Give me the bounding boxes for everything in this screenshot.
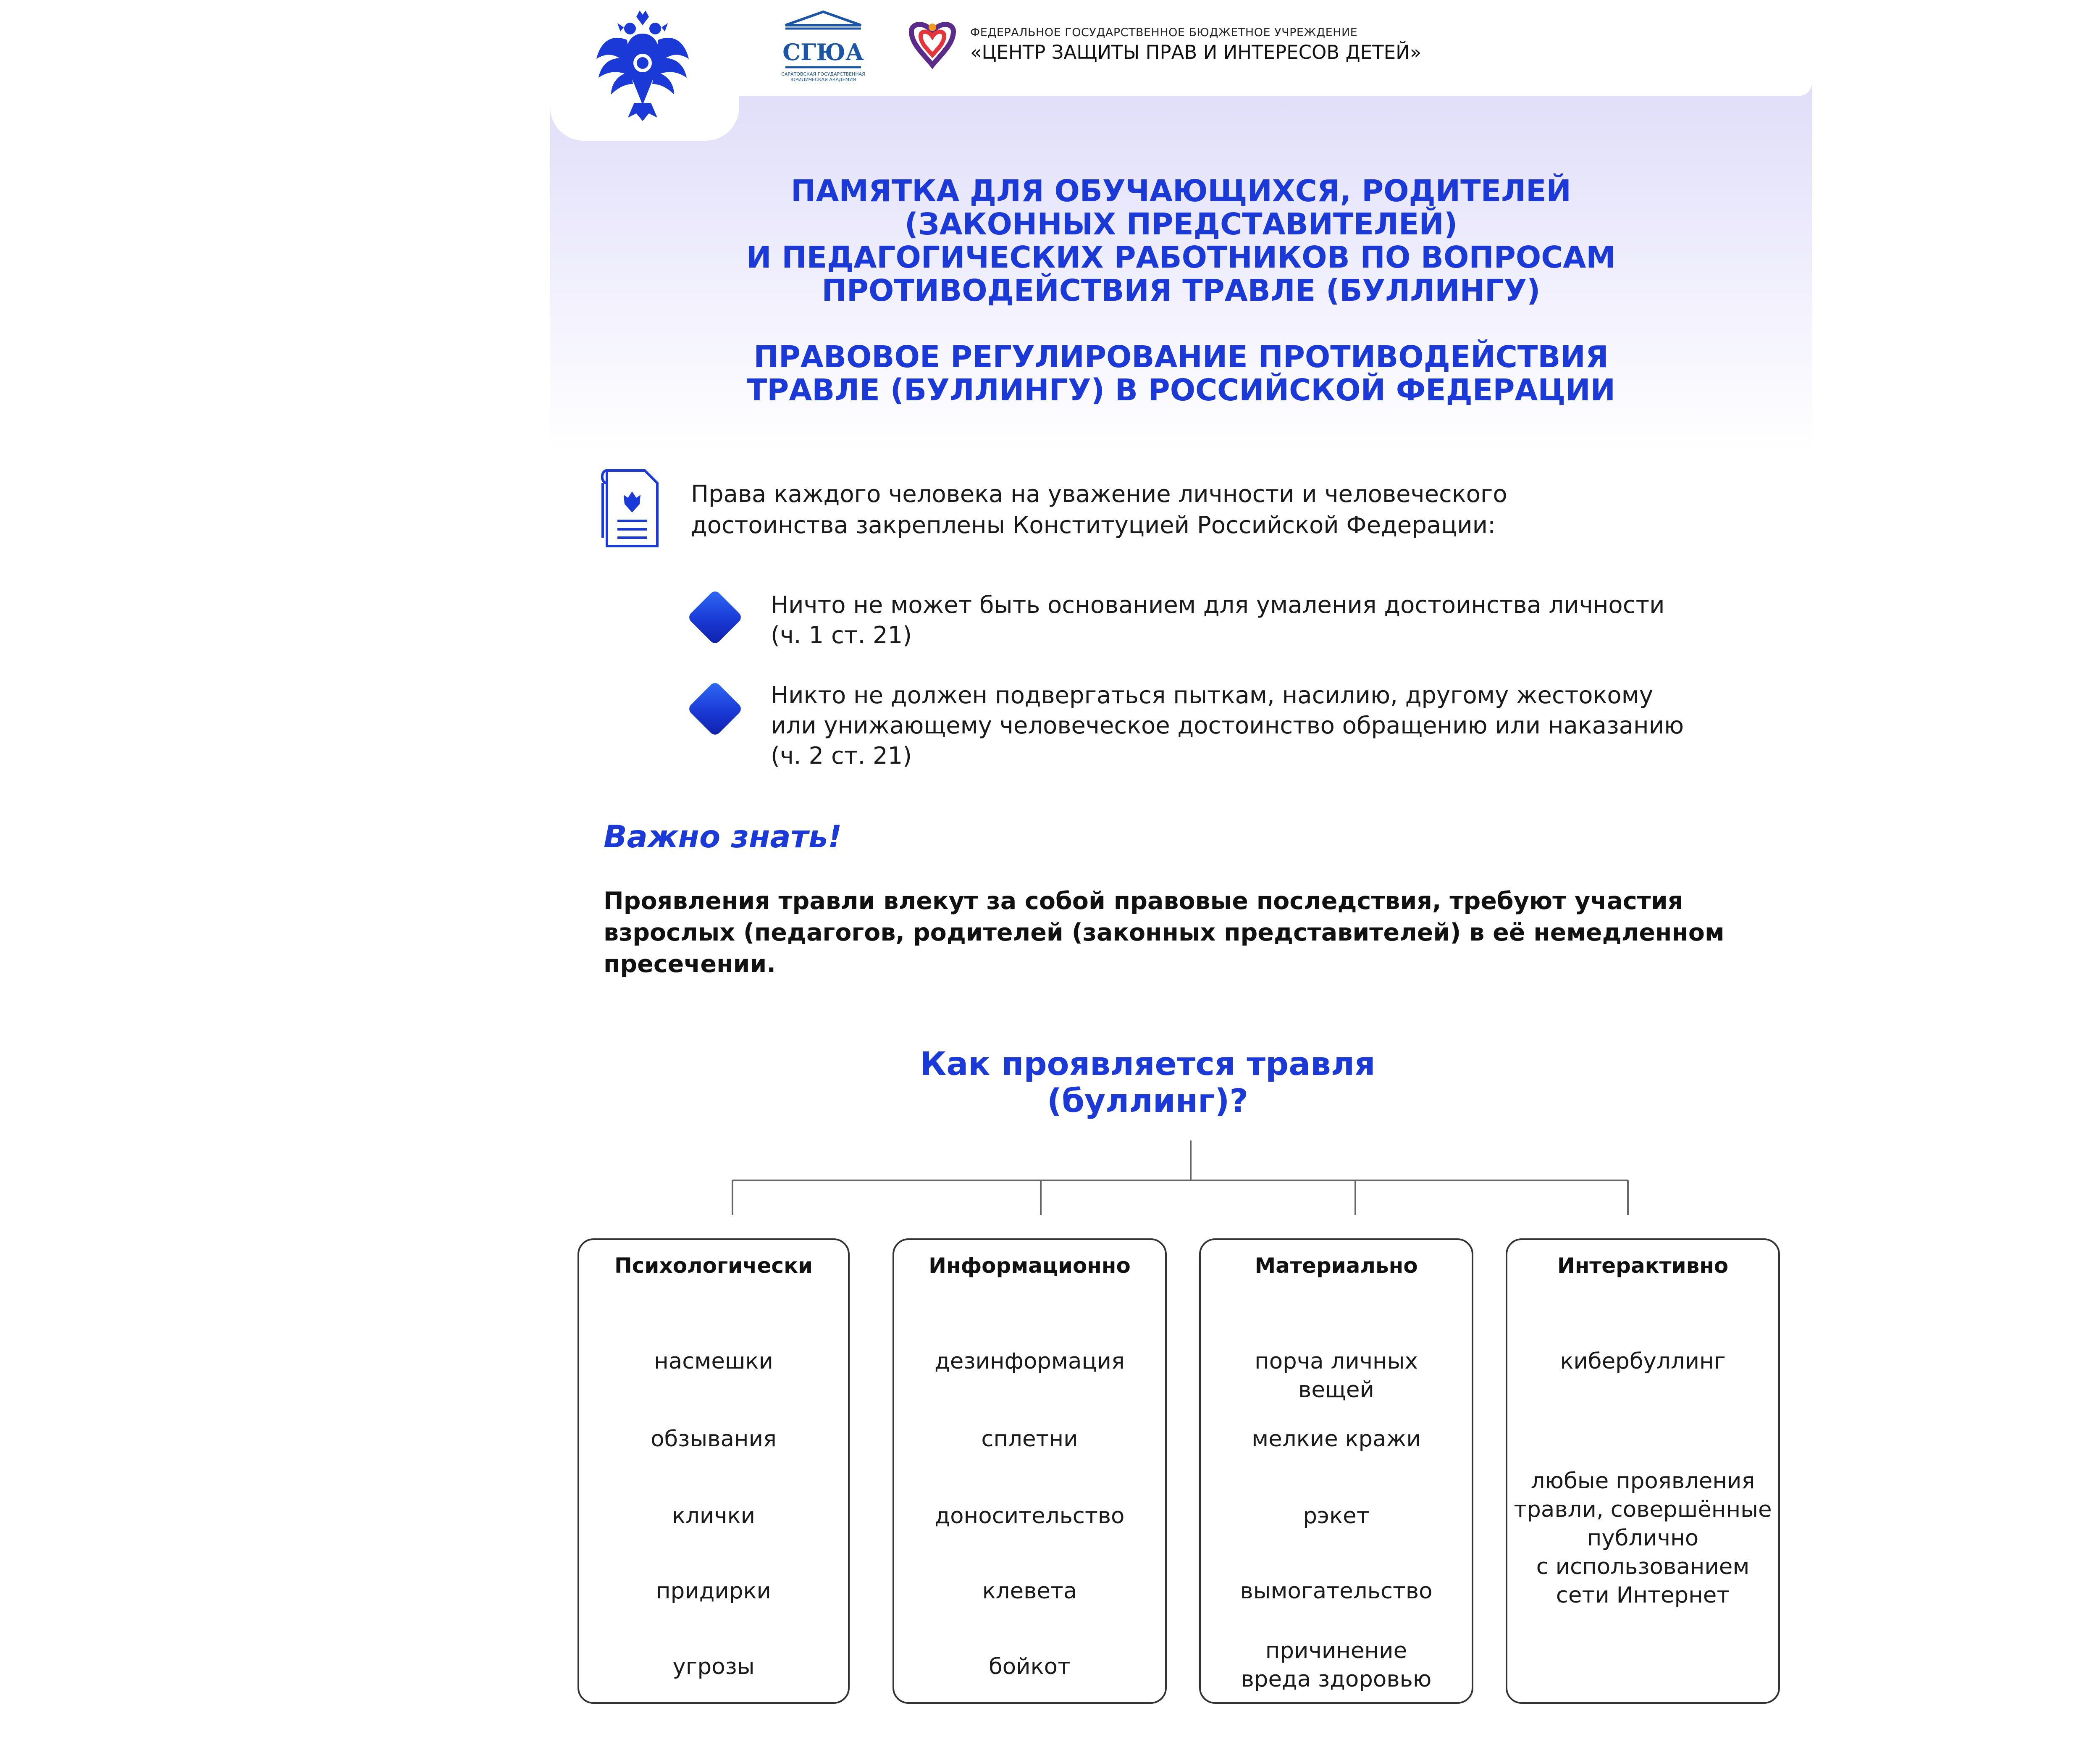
constitution-document-icon	[598, 466, 662, 550]
sgyua-logo-text: СГЮА	[782, 39, 864, 66]
memo-subtitle	[550, 340, 1812, 407]
how-bullying-heading	[550, 1046, 1745, 1120]
child-rights-center-logo-icon	[907, 19, 958, 69]
article-line: или унижающему человеческое достоинство обращению или наказанию	[771, 712, 1684, 739]
double-headed-eagle-emblem-icon	[594, 8, 691, 122]
center-name-small: ФЕДЕРАЛЬНОЕ ГОСУДАРСТВЕННОЕ БЮДЖЕТНОЕ УЧРЕЖДЕНИЕ	[970, 26, 1358, 39]
category-item: любые проявления травли, совершённые публично с использованием сети Интернет	[1514, 1468, 1772, 1608]
sgyua-logo	[777, 8, 869, 88]
article-line: Ничто не может быть основанием для умаления достоинства личности	[771, 591, 1665, 619]
category-card-material	[1199, 1238, 1473, 1704]
category-item: доносительство	[934, 1503, 1125, 1529]
intro-line: достоинства закреплены Конституцией Российской Федерации:	[691, 512, 1496, 539]
category-item: рэкет	[1303, 1503, 1370, 1529]
memo-title-line: ПРОТИВОДЕЙСТВИЯ ТРАВЛЕ (БУЛЛИНГУ)	[822, 273, 1541, 308]
sgyua-logo-subtext: САРАТОВСКАЯ ГОСУДАРСТВЕННАЯ ЮРИДИЧЕСКАЯ АКАДЕМИЯ	[781, 71, 865, 82]
important-line: взрослых (педагогов, родителей (законных представителей) в её немедленном	[604, 919, 1725, 946]
memo-subtitle-line: ТРАВЛЕ (БУЛЛИНГУ) В РОССИЙСКОЙ ФЕДЕРАЦИИ	[746, 373, 1616, 407]
important-heading: Важно знать!	[604, 819, 842, 855]
category-item: порча личных вещей	[1255, 1348, 1418, 1403]
article-21-part-2	[771, 681, 1779, 771]
category-item: вымогательство	[1240, 1578, 1433, 1604]
diamond-bullet-icon	[687, 589, 743, 645]
category-item: обзывания	[651, 1426, 777, 1452]
article-line: (ч. 2 ст. 21)	[771, 742, 912, 770]
category-title: Психологически	[614, 1253, 813, 1278]
diamond-bullet-icon	[687, 681, 743, 737]
article-line: Никто не должен подвергаться пыткам, насилию, другому жестокому	[771, 682, 1654, 709]
emblem-tab	[550, 0, 739, 141]
article-line: (ч. 1 ст. 21)	[771, 622, 912, 649]
category-item: дезинформация	[934, 1348, 1125, 1374]
important-text	[604, 886, 1780, 980]
category-connector-lines	[550, 1140, 1812, 1216]
category-item: клички	[672, 1503, 756, 1529]
category-title: Информационно	[929, 1253, 1131, 1278]
category-card-informational	[892, 1238, 1167, 1704]
category-card-psychological	[578, 1238, 850, 1704]
memo-title-line: И ПЕДАГОГИЧЕСКИХ РАБОТНИКОВ ПО ВОПРОСАМ	[746, 240, 1616, 275]
category-title: Материально	[1255, 1253, 1418, 1278]
how-heading-line: (буллинг)?	[1047, 1083, 1249, 1120]
category-item: угрозы	[672, 1654, 755, 1679]
article-21-part-1	[771, 590, 1779, 651]
memo-subtitle-line: ПРАВОВОЕ РЕГУЛИРОВАНИЕ ПРОТИВОДЕЙСТВИЯ	[753, 339, 1609, 374]
category-item: сплетни	[981, 1426, 1078, 1452]
category-item: насмешки	[654, 1348, 773, 1374]
memo-title-line: (ЗАКОННЫХ ПРЕДСТАВИТЕЛЕЙ)	[904, 207, 1458, 242]
category-item: клевета	[982, 1578, 1077, 1604]
important-line: Проявления травли влекут за собой правовые последствия, требуют участия	[604, 887, 1683, 915]
category-title: Интерактивно	[1557, 1253, 1729, 1278]
memo-page	[550, 0, 1812, 1750]
category-item: причинение вреда здоровью	[1241, 1638, 1432, 1692]
category-item: бойкот	[989, 1654, 1071, 1679]
category-item: придирки	[656, 1578, 771, 1604]
important-line: пресечении.	[604, 950, 776, 978]
center-name-big: «ЦЕНТР ЗАЩИТЫ ПРАВ И ИНТЕРЕСОВ ДЕТЕЙ»	[970, 41, 1422, 63]
memo-title-line: ПАМЯТКА ДЛЯ ОБУЧАЮЩИХСЯ, РОДИТЕЛЕЙ	[791, 173, 1571, 208]
constitution-intro	[691, 479, 1615, 541]
category-item: кибербуллинг	[1560, 1348, 1726, 1374]
category-card-interactive	[1506, 1238, 1780, 1704]
how-heading-line: Как проявляется травля	[920, 1046, 1376, 1083]
memo-title	[550, 174, 1812, 307]
intro-line: Права каждого человека на уважение личности и человеческого	[691, 481, 1507, 508]
category-item: мелкие кражи	[1252, 1426, 1421, 1452]
